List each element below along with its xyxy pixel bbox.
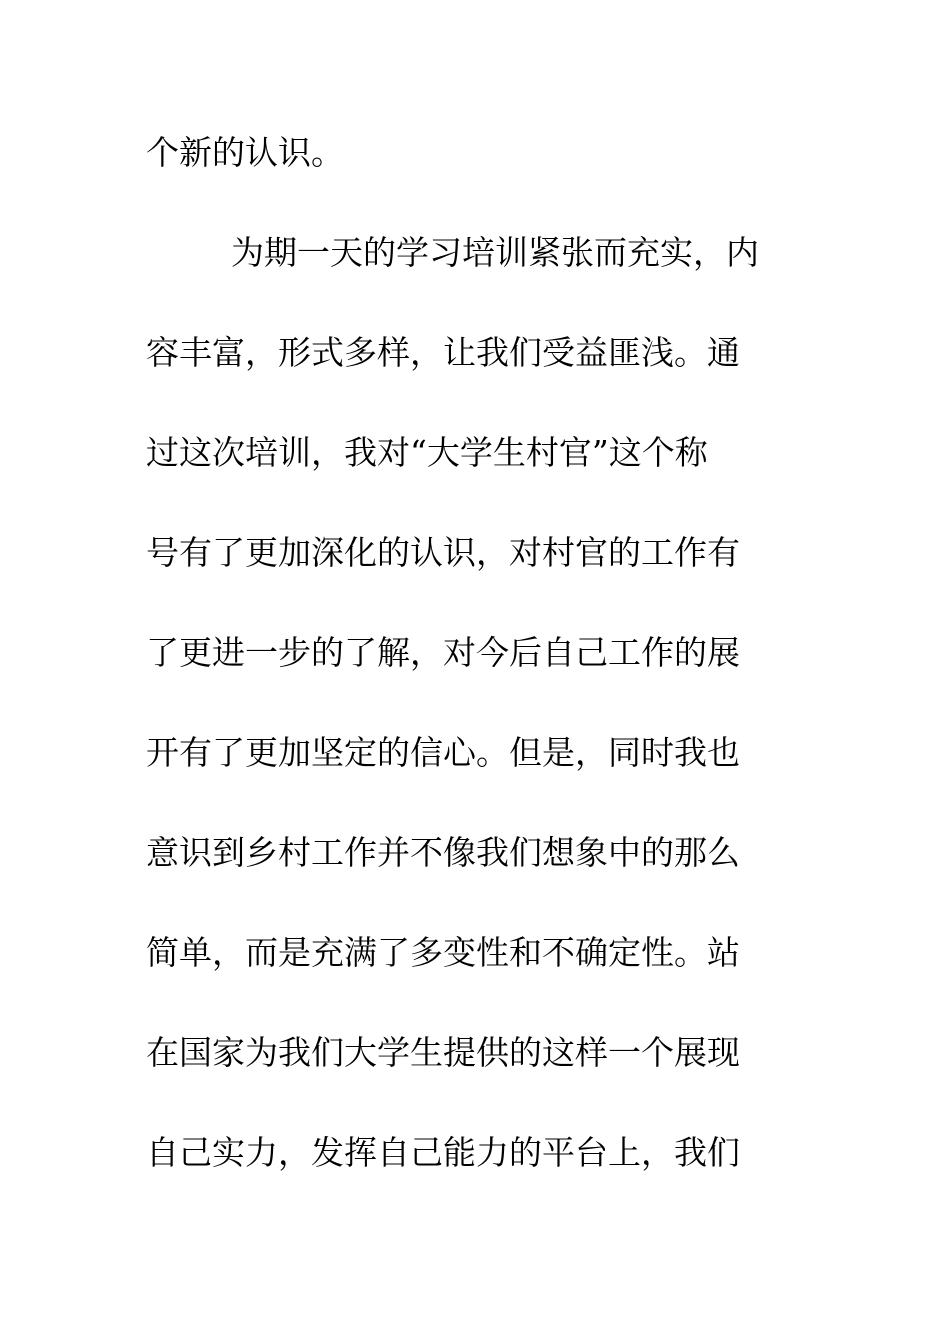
text-line-4: 过这次培训，我对“大学生村官”这个称 (146, 433, 708, 472)
text-line-7: 开有了更加坚定的信心。但是，同时我也 (146, 733, 740, 772)
text-line-8: 意识到乡村工作并不像我们想象中的那么 (146, 833, 740, 872)
paragraph-start-line: 为期一天的学习培训紧张而充实，内 (231, 233, 759, 272)
text-line-5: 号有了更加深化的认识，对村官的工作有 (146, 533, 740, 572)
text-line-9: 简单，而是充满了多变性和不确定性。站 (146, 933, 740, 972)
text-line-1: 个新的认识。 (146, 133, 344, 172)
text-line-11: 自己实力，发挥自己能力的平台上，我们 (146, 1133, 740, 1172)
text-line-10: 在国家为我们大学生提供的这样一个展现 (146, 1033, 740, 1072)
text-line-6: 了更进一步的了解，对今后自己工作的展 (146, 633, 740, 672)
text-line-3: 容丰富，形式多样，让我们受益匪浅。通 (146, 333, 740, 372)
